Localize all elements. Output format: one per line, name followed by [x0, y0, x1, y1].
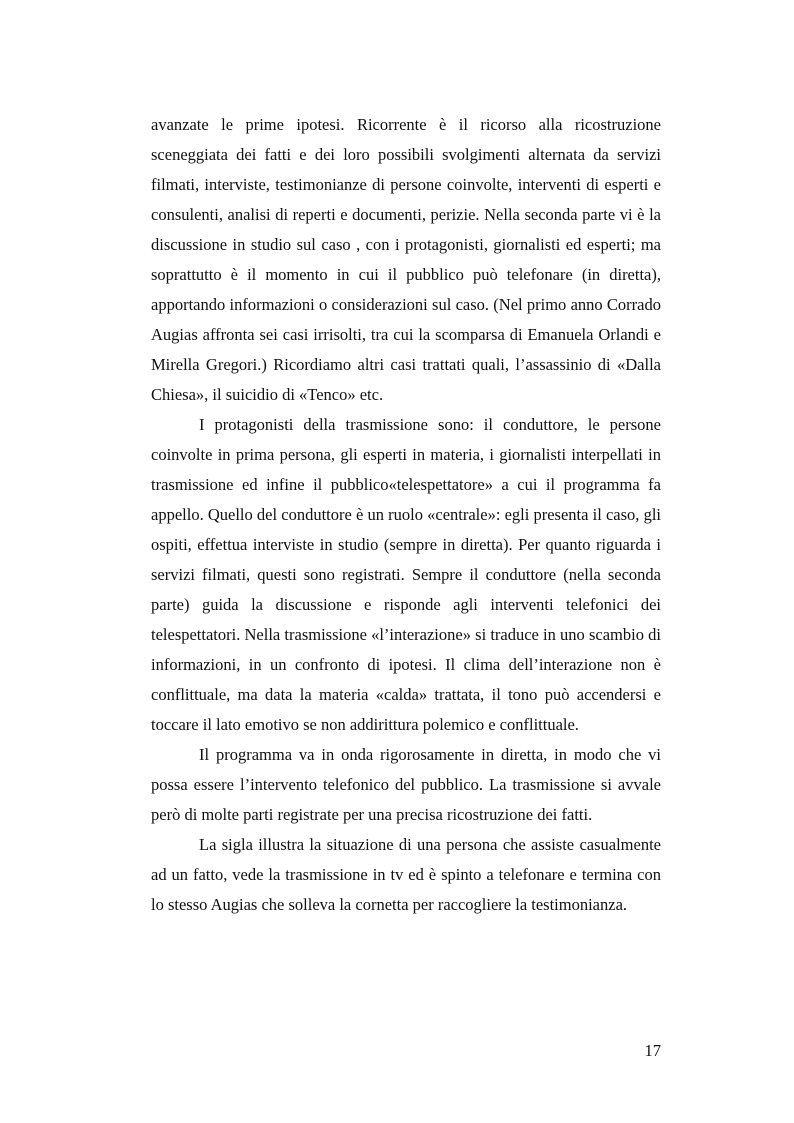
paragraph-live-broadcast: Il programma va in onda rigorosamente in diretta, in modo che vi possa essere l’intervento telefonico del pubblico. La trasmissione si avvale però di molte parti registrate per una precisa ricostruzione dei fatti.	[151, 745, 661, 824]
paragraph-protagonists: I protagonisti della trasmissione sono: il conduttore, le persone coinvolte in prima persona, gli esperti in materia, i giornalisti interpellati in trasmissione ed infine il pubblico«telespettatore» a cui il programma fa appello. Quello del conduttore è un ruolo «centrale»: egli presenta il caso, gli ospiti, effettua interviste in studio (sempre in diretta). Per quanto riguarda i servizi filmati, questi sono registrati. Sempre il conduttore (nella seconda parte) guida la discussione e risponde agli interventi telefonici dei telespettatori. Nella trasmissione «l’interazione» si traduce in uno scambio di informazioni, in un confronto di ipotesi. Il clima dell’interazione non è conflittuale, ma data la materia «calda» trattata, il tono può accendersi e toccare il lato emotivo se non addirittura polemico e conflittuale.	[151, 415, 661, 734]
page-body	[151, 110, 661, 920]
paragraph-continuation: avanzate le prime ipotesi. Ricorrente è il ricorso alla ricostruzione sceneggiata dei fatti e dei loro possibili svolgimenti alternata da servizi filmati, interviste, testimonianze di persone coinvolte, interventi di esperti e consulenti, analisi di reperti e documenti, perizie. Nella seconda parte vi è la discussione in studio sul caso , con i protagonisti, giornalisti ed esperti; ma soprattutto è il momento in cui il pubblico può telefonare (in diretta), apportando informazioni o considerazioni sul caso. (Nel primo anno Corrado Augias affronta sei casi irrisolti, tra cui la scomparsa di Emanuela Orlandi e Mirella Gregori.) Ricordiamo altri casi trattati quali, l’assassinio di «Dalla Chiesa», il suicidio di «Tenco» etc.	[151, 115, 661, 404]
paragraph-theme-song: La sigla illustra la situazione di una persona che assiste casualmente ad un fatto, vede la trasmissione in tv ed è spinto a telefonare e termina con lo stesso Augias che solleva la cornetta per raccogliere la testimonianza.	[151, 835, 661, 914]
page-number: 17	[644, 1041, 661, 1060]
